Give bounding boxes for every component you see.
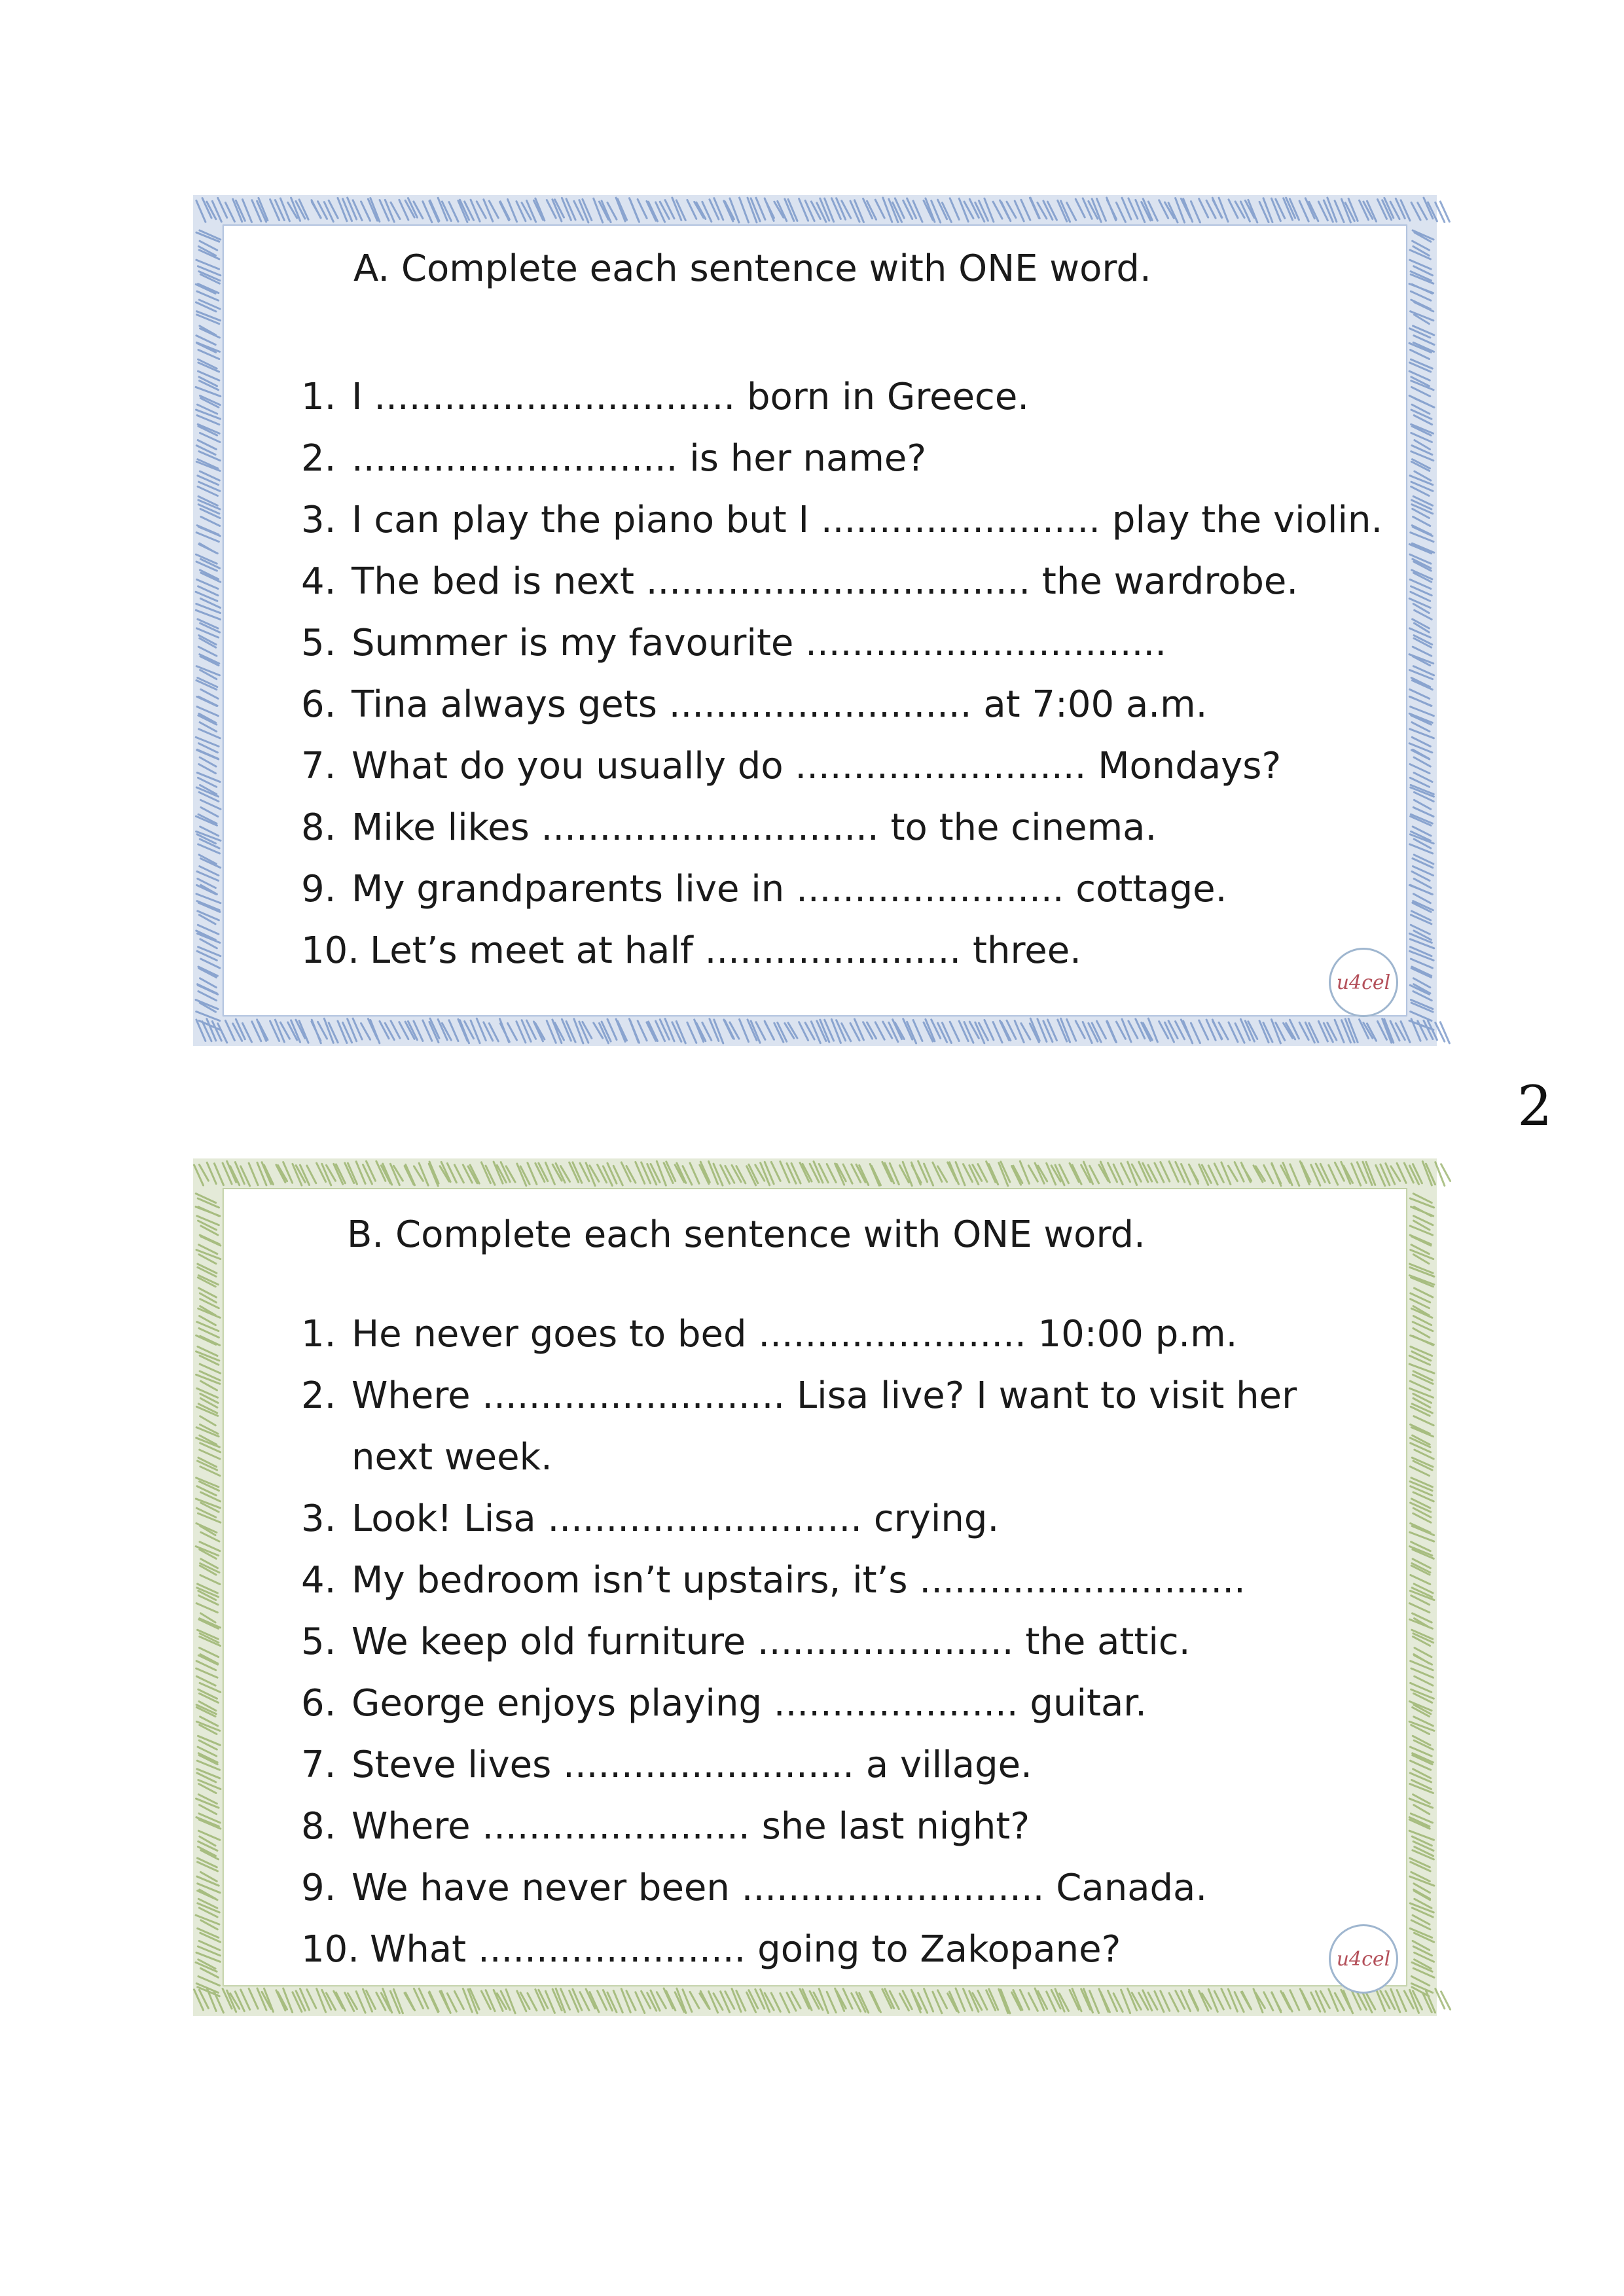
list-item: [301, 1550, 1375, 1611]
list-item: [301, 797, 1375, 859]
item-sentence: Mike likes ............................. to the cinema.: [352, 806, 1157, 849]
list-item: [301, 1488, 1375, 1550]
item-number: 8.: [301, 1805, 336, 1848]
list-item: [301, 859, 1375, 920]
item-sentence: ............................ is her name?: [352, 437, 927, 480]
item-sentence: We have never been .......................... Canada.: [352, 1867, 1208, 1909]
list-item: [301, 551, 1375, 613]
item-sentence: My grandparents live in ....................... cottage.: [352, 868, 1227, 910]
item-sentence: We keep old furniture ...................... the attic.: [352, 1621, 1191, 1663]
item-sentence: What do you usually do ......................... Mondays?: [352, 745, 1282, 787]
item-number: 10.: [301, 929, 360, 972]
item-number: 2.: [301, 437, 336, 480]
item-number: 5.: [301, 1621, 336, 1663]
exercise-card-a: [193, 195, 1437, 1046]
item-number: 9.: [301, 868, 336, 910]
item-number: 4.: [301, 1559, 336, 1602]
list-item: [301, 1734, 1375, 1796]
list-item: [301, 613, 1375, 674]
item-number: 2.: [301, 1374, 336, 1417]
card-a-sentence-list: [301, 367, 1383, 982]
item-number: 1.: [301, 1313, 336, 1355]
item-number: 4.: [301, 560, 336, 603]
list-item: [301, 1857, 1375, 1919]
list-item: [301, 1304, 1375, 1365]
item-sentence: My bedroom isn’t upstairs, it’s ............................: [352, 1559, 1246, 1602]
item-sentence: Summer is my favourite ...............................: [352, 622, 1166, 664]
item-sentence: Let’s meet at half ...................... three.: [370, 929, 1081, 972]
item-sentence: I ............................... born in Greece.: [352, 376, 1030, 418]
item-number: 6.: [301, 683, 336, 726]
item-number: 3.: [301, 1498, 336, 1540]
exercise-card-b: [193, 1158, 1437, 2016]
item-sentence: What ....................... going to Zakopane?: [370, 1928, 1121, 1971]
list-item: [301, 1673, 1375, 1734]
list-item: [301, 920, 1375, 982]
item-number: 3.: [301, 499, 336, 541]
item-number: 7.: [301, 745, 336, 787]
list-item: [301, 428, 1375, 490]
u4cel-logo: u4cel: [1329, 948, 1398, 1017]
list-item: [301, 1919, 1375, 1981]
list-item: [301, 674, 1375, 736]
item-number: 1.: [301, 376, 336, 418]
item-sentence: The bed is next ................................. the wardrobe.: [352, 560, 1299, 603]
item-number: 7.: [301, 1744, 336, 1786]
page-number: 2: [1517, 1074, 1553, 1138]
list-item: [301, 736, 1375, 797]
u4cel-logo: u4cel: [1329, 1924, 1398, 1994]
item-sentence: I can play the piano but I ........................ play the violin.: [352, 499, 1383, 541]
item-sentence: Where ....................... she last night?: [352, 1805, 1030, 1848]
item-number: 5.: [301, 622, 336, 664]
item-number: 6.: [301, 1682, 336, 1725]
list-item: [301, 490, 1383, 551]
item-number: 10.: [301, 1928, 360, 1971]
list-item: [301, 367, 1375, 428]
item-sentence: He never goes to bed ....................... 10:00 p.m.: [352, 1313, 1238, 1355]
card-b-title: B. Complete each sentence with ONE word.: [347, 1213, 1146, 1256]
list-item: [301, 1365, 1375, 1488]
item-number: 8.: [301, 806, 336, 849]
item-number: 9.: [301, 1867, 336, 1909]
item-sentence: Look! Lisa ........................... crying.: [352, 1498, 1000, 1540]
item-sentence: Steve lives ......................... a village.: [352, 1744, 1032, 1786]
item-sentence: Where .......................... Lisa live? I want to visit her next week.: [352, 1374, 1297, 1479]
item-sentence: George enjoys playing ..................... guitar.: [352, 1682, 1147, 1725]
list-item: [301, 1611, 1375, 1673]
card-b-sentence-list: [301, 1304, 1375, 1981]
item-sentence: Tina always gets .......................... at 7:00 a.m.: [352, 683, 1208, 726]
list-item: [301, 1796, 1375, 1857]
card-a-title: A. Complete each sentence with ONE word.: [353, 247, 1151, 290]
